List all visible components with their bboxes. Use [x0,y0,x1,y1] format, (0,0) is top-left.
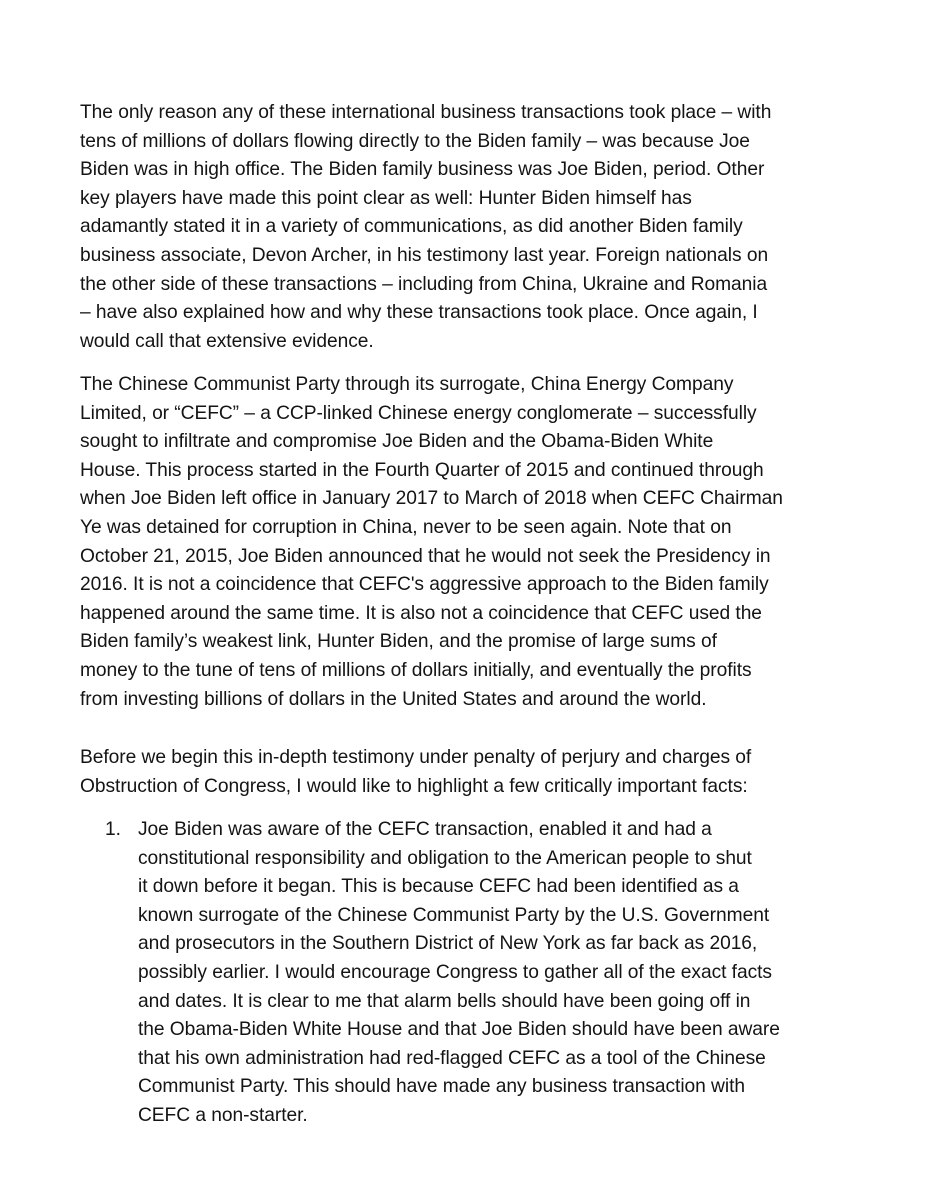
list-item-number: 1. [105,819,121,840]
paragraph-line: Ye was detained for corruption in China, never to be seen again. Note that on [80,516,732,538]
paragraph-line: House. This process started in the Fourth Quarter of 2015 and continued through [80,459,764,481]
list-item-line: known surrogate of the Chinese Communist Party by the U.S. Government [138,904,770,926]
paragraph-line: tens of millions of dollars flowing directly to the Biden family – was because Joe [80,130,750,152]
list-item-line: Communist Party. This should have made any business transaction with [138,1076,745,1098]
paragraph-line: 2016. It is not a coincidence that CEFC's aggressive approach to the Biden family [80,574,769,596]
list-item-line: possibly earlier. I would encourage Congress to gather all of the exact facts [138,961,772,983]
paragraph-1 [80,99,840,356]
list-item-line: the Obama-Biden White House and that Joe Biden should have been aware [138,1019,780,1041]
list-item-line: CEFC a non-starter. [138,1104,308,1126]
paragraph-line: Before we begin this in-depth testimony under penalty of perjury and charges of [80,747,752,768]
paragraph-line: Obstruction of Congress, I would like to highlight a few critically important facts: [80,775,748,797]
paragraph-line: business associate, Devon Archer, in his testimony last year. Foreign nationals on [80,244,769,266]
paragraph-line: from investing billions of dollars in the United States and around the world. [80,688,707,710]
list-item-line: and prosecutors in the Southern District of New York as far back as 2016, [138,933,758,955]
paragraph-line: happened around the same time. It is also not a coincidence that CEFC used the [80,602,762,624]
paragraph-line: money to the tune of tens of millions of dollars initially, and eventually the profits [80,659,752,681]
paragraph-line: the other side of these transactions – including from China, Ukraine and Romania [80,273,768,295]
paragraph-line: Biden was in high office. The Biden family business was Joe Biden, period. Other [80,159,765,181]
paragraph-line: when Joe Biden left office in January 2017 to March of 2018 when CEFC Chairman [80,488,783,510]
paragraph-line: Biden family’s weakest link, Hunter Biden, and the promise of large sums of [80,631,717,653]
paragraph-line: would call that extensive evidence. [80,330,374,352]
paragraph-line: key players have made this point clear as well: Hunter Biden himself has [80,187,692,209]
paragraph-3 [80,744,840,801]
paragraph-line: Limited, or “CEFC” – a CCP-linked Chinese energy conglomerate – successfully [80,402,757,424]
list-item-line: it down before it began. This is because CEFC had been identified as a [138,876,739,898]
list-item-body [138,816,850,1131]
paragraph-line: sought to infiltrate and compromise Joe Biden and the Obama-Biden White [80,431,714,453]
paragraph-2 [80,371,840,714]
list-item-line: and dates. It is clear to me that alarm bells should have been going off in [138,990,751,1012]
list-item-line: constitutional responsibility and obligation to the American people to shut [138,847,752,869]
paragraph-line: The Chinese Communist Party through its surrogate, China Energy Company [80,374,734,395]
paragraph-line: adamantly stated it in a variety of communications, as did another Biden family [80,216,743,238]
list-item-line: that his own administration had red-flagged CEFC as a tool of the Chinese [138,1047,766,1069]
list-item-line: Joe Biden was aware of the CEFC transaction, enabled it and had a [138,819,712,840]
paragraph-line: October 21, 2015, Joe Biden announced that he would not seek the Presidency in [80,545,771,567]
paragraph-line: – have also explained how and why these transactions took place. Once again, I [80,302,758,324]
paragraph-line: The only reason any of these international business transactions took place – with [80,102,772,123]
